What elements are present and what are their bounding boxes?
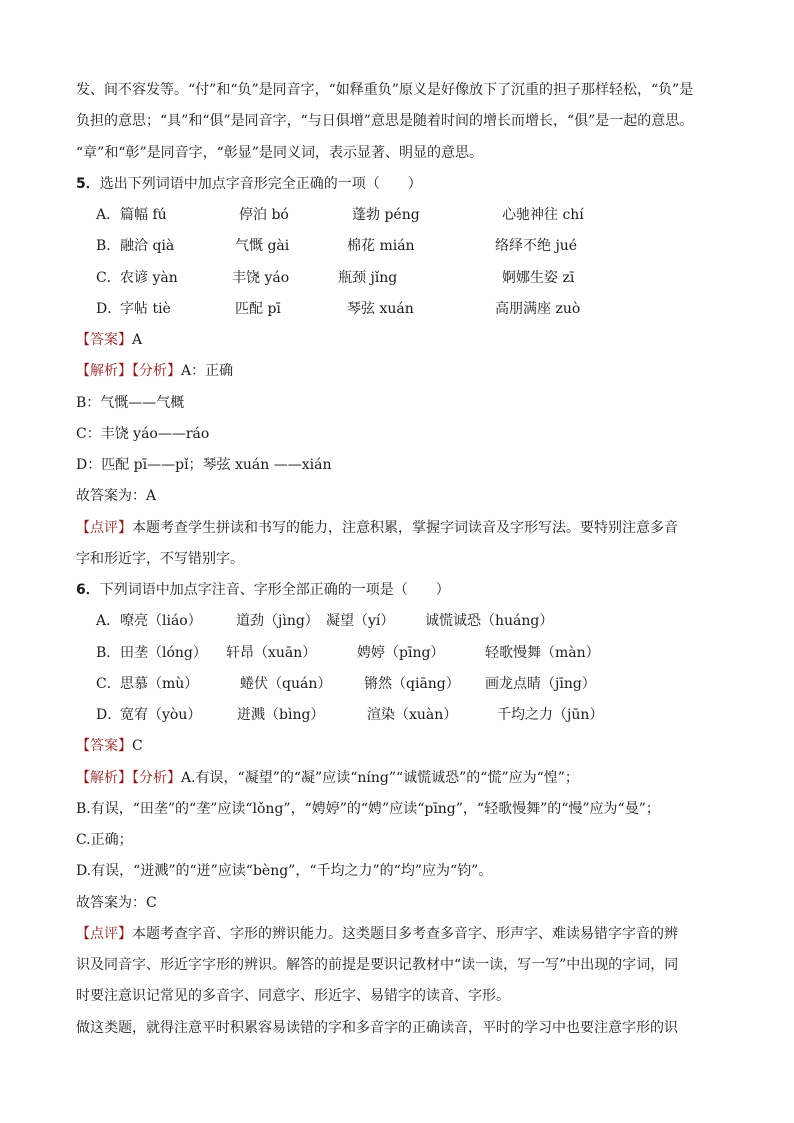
q6-option-a-item-3: 凝望（yí） <box>326 613 395 629</box>
q6-option-d-label: D． <box>96 707 122 723</box>
q6-option-b-label: B． <box>96 645 121 661</box>
q6-answer-value: C <box>132 738 143 754</box>
intro-line-1: 发、间不容发等。“付”和“负”是同音字，“如释重负”原义是好像放下了沉重的担子那样轻松，“负”是 <box>76 82 694 98</box>
q5-analysis-line-1 <box>76 361 233 381</box>
q6-option-c-item-2: 蜷伏（quán） <box>240 676 332 692</box>
q6-comment-line-2: 识及同音字、形近字字形的辨识。解答的前提是要识记教材中“读一读，写一写”中出现的字词，同 <box>76 957 679 973</box>
question-6-stem <box>76 580 450 600</box>
q6-option-b-item-4: 轻歌慢舞（màn） <box>485 645 600 661</box>
question-5-number: 5． <box>76 176 100 192</box>
q6-option-c-item-1: 思慕（mù） <box>120 676 199 692</box>
q6-conclusion: 故答案为：C <box>76 895 157 911</box>
q5-option-b-item-3: 棉花 mián <box>347 238 415 254</box>
q5-conclusion: 故答案为：A <box>76 488 157 504</box>
q5-option-d-item-4: 高朋满座 zuò <box>495 301 581 317</box>
q5-option-a-item-4: 心驰神往 chí <box>502 207 584 223</box>
q5-comment-line-1 <box>76 518 678 538</box>
q6-comment-line-1 <box>76 924 678 944</box>
q6-comment-line-3: 时要注意识记常见的多音字、同意字、形近字、易错字的读音、字形。 <box>76 988 510 1004</box>
question-6-text: 下列词语中加点字注音、字形全部正确的一项是（ ） <box>99 582 450 598</box>
q5-option-a-item-3: 蓬勃 péng <box>352 207 420 223</box>
q6-comment-tag: 【点评】 <box>76 926 132 942</box>
q6-analysis-line-4: D.有误，“迸溅”的“迸”应读“bèng”，“千均之力”的“均”应为“钧”。 <box>76 863 493 879</box>
q5-analysis-line-4: D：匹配 pī——pǐ；琴弦 xuán ——xián <box>76 457 332 473</box>
intro-line-2: 负担的意思；“具”和“俱”是同音字，“与日俱增”意思是随着时间的增长而增长，“俱”是一起的意思。 <box>76 113 694 129</box>
q6-answer <box>76 736 143 756</box>
q6-option-b-item-3: 娉婷（pīng） <box>357 645 445 661</box>
q5-analysis-tag: 【解析】【分析】 <box>76 363 181 379</box>
question-6-number: 6． <box>76 582 100 598</box>
q5-option-b-label: B． <box>96 238 121 254</box>
q5-option-a-item-1: 篇幅 fú <box>120 207 167 223</box>
q6-option-d-item-2: 迸溅（bìng） <box>237 707 325 723</box>
q5-answer-tag: 【答案】 <box>76 332 132 348</box>
q6-option-a-item-2: 道劲（jìng） <box>236 613 319 629</box>
q6-option-b-item-2: 轩昂（xuān） <box>226 645 317 661</box>
q6-analysis-tag: 【解析】【分析】 <box>76 770 181 786</box>
q6-option-a-label: A． <box>96 613 121 629</box>
intro-line-3: “章”和“彰”是同音字，“彰显”是同义词，表示显著、明显的意思。 <box>76 145 483 161</box>
q6-answer-tag: 【答案】 <box>76 738 132 754</box>
q5-analysis-line-3: C：丰饶 yáo——ráo <box>76 426 210 442</box>
q6-comment-line-4: 做这类题，就得注意平时积累容易读错的字和多音字的正确读音，平时的学习中也要注意字形的识 <box>76 1020 678 1036</box>
q5-comment-tag: 【点评】 <box>76 520 132 536</box>
q5-option-c-item-2: 丰饶 yáo <box>232 270 290 286</box>
q5-option-a-label: A． <box>96 207 121 223</box>
q6-option-c-label: C． <box>96 676 121 692</box>
q5-option-b-item-1: 融洽 qià <box>120 238 175 254</box>
q5-answer-value: A <box>132 332 143 348</box>
q5-comment-line-2: 字和形近字，不写错别字。 <box>76 551 244 567</box>
q6-option-a-item-4: 诚慌诚恐（huáng） <box>425 613 554 629</box>
q6-option-b-item-1: 田垄（lóng） <box>120 645 207 661</box>
question-5-text: 选出下列词语中加点字音形完全正确的一项（ ） <box>99 176 422 192</box>
q5-analysis-text-1: A：正确 <box>181 363 234 379</box>
q5-option-b-item-2: 气慨 gài <box>235 238 290 254</box>
q6-analysis-line-2: B.有误，“田垄”的“垄”应读“lǒng”，“娉婷”的“娉”应读“pīng”，“轻歌慢舞”的“慢”应为“曼”； <box>76 801 660 817</box>
question-5-stem <box>76 174 422 194</box>
q5-analysis-line-2: B：气慨——气概 <box>76 395 185 411</box>
q5-option-d-item-3: 琴弦 xuán <box>347 301 414 317</box>
q6-comment-text-1: 本题考查字音、字形的辨识能力。这类题目多考查多音字、形声字、难读易错字字音的辨 <box>132 926 678 942</box>
q5-option-c-item-1: 农谚 yàn <box>120 270 178 286</box>
q6-option-c-item-3: 锵然（qiāng） <box>364 676 460 692</box>
q6-option-a-item-1: 嘹亮（liáo） <box>120 613 202 629</box>
q6-analysis-line-1 <box>76 768 579 788</box>
q5-option-d-label: D． <box>96 301 122 317</box>
q5-option-c-item-4: 婀娜生姿 zī <box>502 270 575 286</box>
q5-option-d-item-2: 匹配 pī <box>235 301 281 317</box>
q6-analysis-line-3: C.正确； <box>76 832 133 848</box>
q5-comment-text-1: 本题考查学生拼读和书写的能力，注意积累，掌握字词读音及字形写法。要特别注意多音 <box>132 520 678 536</box>
q6-analysis-text-1: A.有误，“凝望”的“凝”应读“níng”“诚慌诚恐”的“慌”应为“惶”； <box>181 770 579 786</box>
q6-option-c-item-4: 画龙点睛（jīng） <box>485 676 596 692</box>
q5-option-c-label: C． <box>96 270 121 286</box>
q5-option-a-item-2: 停泊 bó <box>239 207 289 223</box>
q6-option-d-item-3: 渲染（xuàn） <box>367 707 458 723</box>
q5-option-d-item-1: 字帖 tiè <box>120 301 171 317</box>
q5-option-c-item-3: 瓶颈 jǐng <box>338 270 398 286</box>
q5-option-b-item-4: 络绎不绝 jué <box>495 238 578 254</box>
q6-option-d-item-4: 千均之力（jūn） <box>497 707 604 723</box>
q5-answer <box>76 330 142 350</box>
q6-option-d-item-1: 宽宥（yòu） <box>120 707 202 723</box>
